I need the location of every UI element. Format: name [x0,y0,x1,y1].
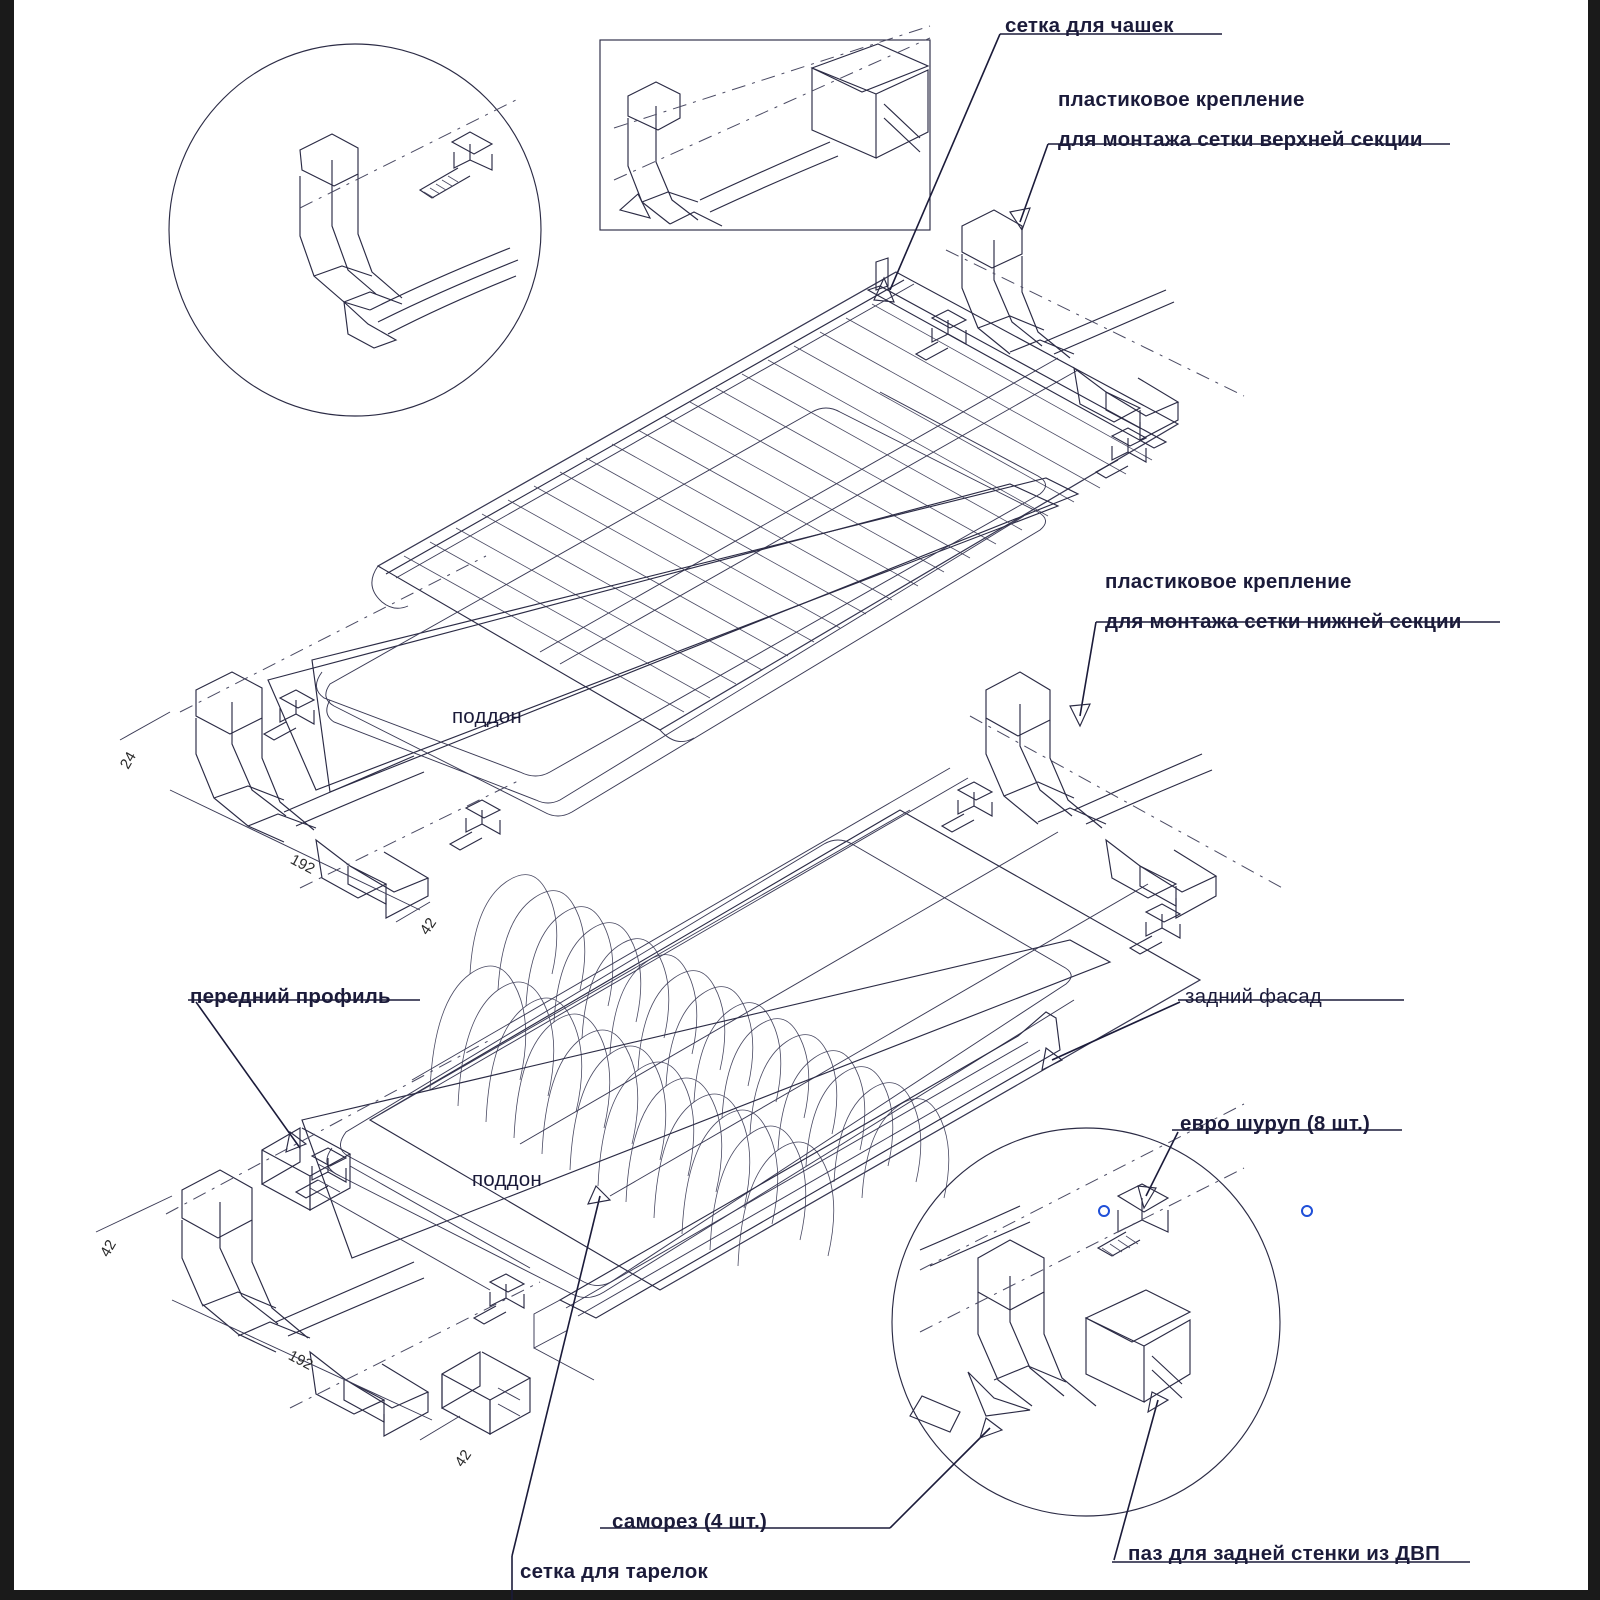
label-hdf-groove: паз для задней стенки из ДВП [1128,1542,1441,1565]
label-cup-grid: сетка для чашек [1005,14,1174,37]
label-tray-upper: поддон [452,705,522,728]
label-rear-facade: задний фасад [1185,985,1322,1008]
cup-grid-graphic [372,258,1178,742]
label-tray-lower: поддон [472,1168,542,1191]
label-upper-mount-line1: пластиковое крепление [1058,88,1305,111]
plate-grid-graphic [370,768,1200,1290]
lower-left-bracket [166,1040,540,1436]
dim-upper-right: 42 [416,914,441,939]
rear-facade-graphic [534,1012,1060,1380]
label-euro-screw: евро шуруп (8 шт.) [1180,1112,1371,1135]
detail-circle-top-left [169,44,541,416]
label-lower-mount-line2: для монтажа сетки нижней секции [1105,610,1462,633]
dimension-lines [96,712,460,1440]
label-plate-grid: сетка для тарелок [520,1560,708,1583]
dim-lower-left: 42 [96,1237,120,1260]
dim-lower-len: 192 [285,1347,316,1374]
tray-upper-inner [326,408,1046,816]
label-lower-mount-line1: пластиковое крепление [1105,570,1352,593]
detail-box-top [600,26,930,230]
dim-lower-right: 42 [451,1446,476,1471]
lower-right-bracket [942,672,1286,954]
tray-lower-graphic [302,840,1110,1298]
label-upper-mount-line2: для монтажа сетки верхней секции [1058,128,1423,151]
label-self-tapping: саморез (4 шт.) [612,1510,768,1533]
label-front-profile: передний профиль [190,985,391,1008]
tray-upper-graphic [268,392,1078,803]
detail-circle-bottom [892,1104,1312,1516]
dim-upper-len: 192 [287,851,318,878]
dim-upper-left: 24 [116,749,140,772]
